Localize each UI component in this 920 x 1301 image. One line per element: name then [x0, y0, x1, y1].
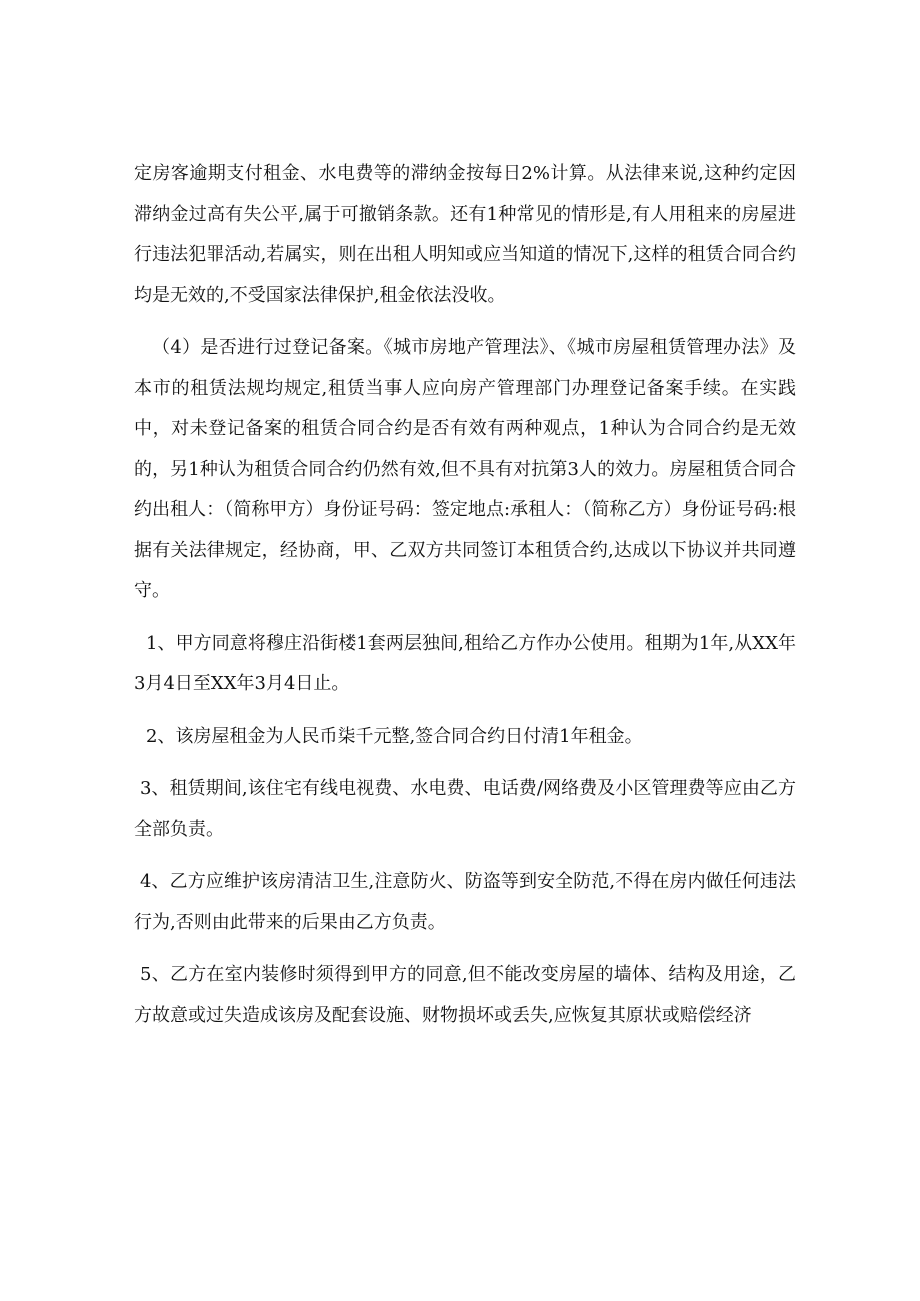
clause-3: 3、租赁期间,该住宅有线电视费、水电费、电话费/网络费及小区管理费等应由乙方全部负责。 — [134, 778, 796, 840]
clause-1: 1、甲方同意将穆庄沿街楼1套两层独间,租给乙方作办公使用。租期为1年,从XX年3月4日至XX年3月4日止。 — [134, 632, 796, 694]
clause-2: 2、该房屋租金为人民币柒千元整,签合同合约日付清1年租金。 — [146, 725, 643, 747]
paragraph-continuation: 定房客逾期支付租金、水电费等的滞纳金按每日2%计算。从法律来说,这种约定因滞纳金过高有失公平,属于可撤销条款。还有1种常见的情形是,有人用租来的房屋进行违法犯罪活动,若属实，则在出租人明知或应当知道的情况下,这样的租赁合同合约均是无效的,不受国家法律保护,租金依法没收。 — [134, 163, 796, 306]
clause-4: 4、乙方应维护该房清洁卫生,注意防火、防盗等到安全防范,不得在房内做任何违法行为,否则由此带来的后果由乙方负责。 — [134, 871, 796, 933]
clause-5: 5、乙方在室内装修时须得到甲方的同意,但不能改变房屋的墙体、结构及用途，乙方故意或过失造成该房及配套设施、财物损坏或丢失,应恢复其原状或赔偿经济 — [134, 964, 796, 1026]
paragraph-registration: （4）是否进行过登记备案。《城市房地产管理法》、《城市房屋租赁管理办法》及本市的租赁法规均规定,租赁当事人应向房产管理部门办理登记备案手续。在实践中，对未登记备案的租赁合同合约是否有效有两种观点，1种认为合同合约是无效的，另1种认为租赁合同合约仍然有效,但不具有对抗第3人的效力。房屋租赁合同合约出租人：（简称甲方）身份证号码：签定地点:承租人：（简称乙方）身份证号码:根据有关法律规定，经协商，甲、乙双方共同签订本租赁合约,达成以下协议并共同遵守。 — [134, 337, 796, 601]
document-page — [134, 154, 796, 1048]
